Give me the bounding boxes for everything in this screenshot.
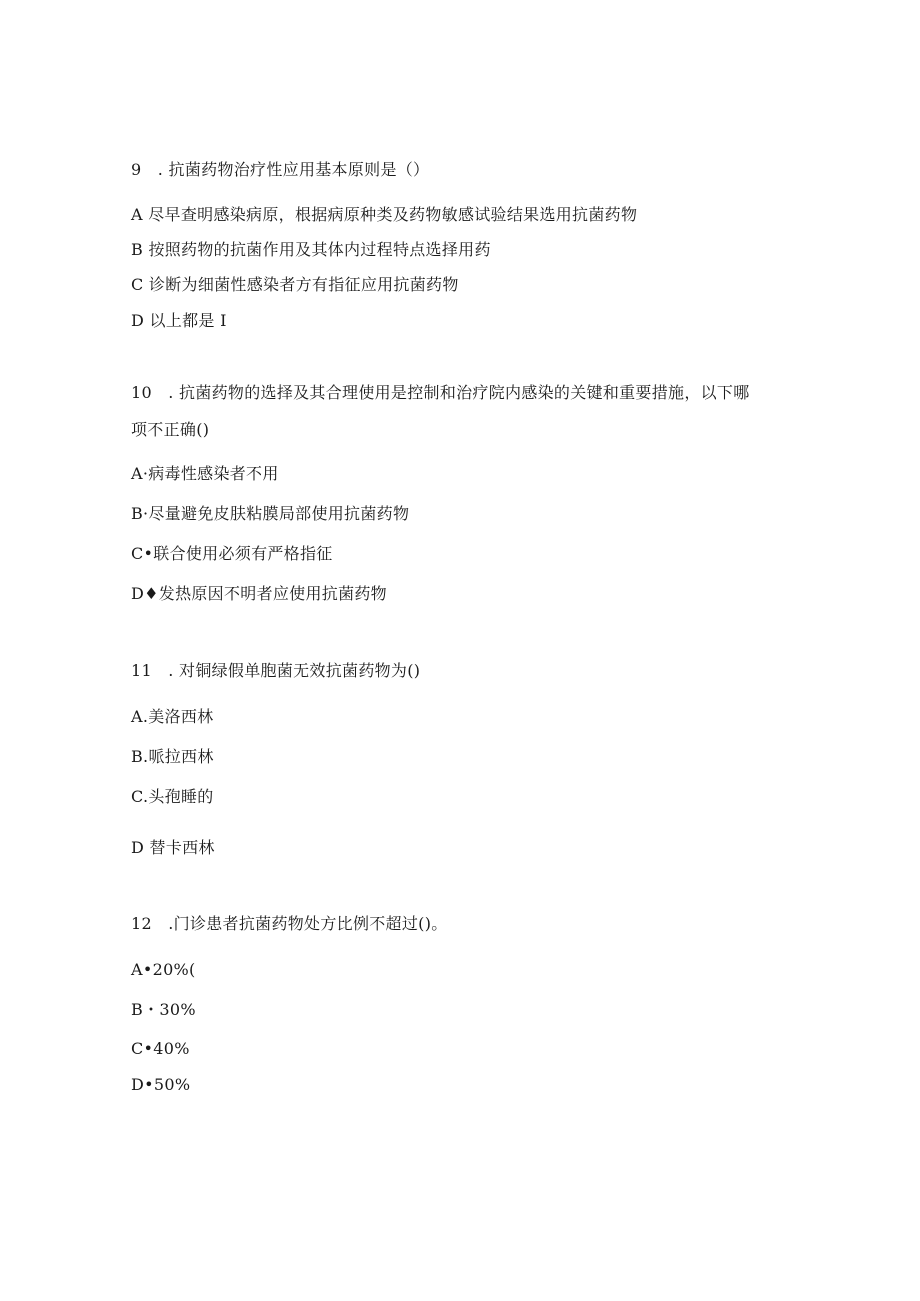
question-9-option-c: C 诊断为细菌性感染者方有指征应用抗菌药物 [131, 275, 459, 294]
question-9-option-a: A 尽早查明感染病原，根据病原种类及药物敏感试验结果选用抗菌药物 [131, 205, 638, 224]
question-10-stem-line-2: 项不正确() [131, 420, 210, 439]
question-10-option-a: A·病毒性感染者不用 [131, 464, 279, 483]
question-12-stem: 12 .门诊患者抗菌药物处方比例不超过()。 [131, 914, 448, 933]
question-12-option-b: B・30% [131, 1000, 196, 1019]
question-12-option-a: A•20%( [131, 960, 196, 979]
question-11-option-a: A.美洛西林 [131, 707, 214, 726]
question-9-stem: 9 . 抗菌药物治疗性应用基本原则是（） [131, 160, 430, 179]
question-9-option-d: D 以上都是 I [131, 311, 227, 330]
question-10-option-d: D♦发热原因不明者应使用抗菌药物 [131, 584, 387, 603]
question-12-option-d: D•50% [131, 1075, 191, 1094]
question-10-option-b: B·尽量避免皮肤粘膜局部使用抗菌药物 [131, 504, 410, 523]
question-12-option-c: C•40% [131, 1039, 190, 1058]
question-11-option-b: B.哌拉西林 [131, 747, 214, 766]
question-9-option-b: B 按照药物的抗菌作用及其体内过程特点选择用药 [131, 240, 491, 259]
question-11-option-c: C.头孢睡的 [131, 787, 214, 806]
question-10-option-c: C•联合使用必须有严格指征 [131, 544, 333, 563]
question-11-stem: 11 . 对铜绿假单胞菌无效抗菌药物为() [131, 661, 421, 680]
question-11-option-d: D 替卡西林 [131, 838, 215, 857]
question-10-stem-line-1: 10 . 抗菌药物的选择及其合理使用是控制和治疗院内感染的关键和重要措施，以下哪 [131, 383, 750, 402]
